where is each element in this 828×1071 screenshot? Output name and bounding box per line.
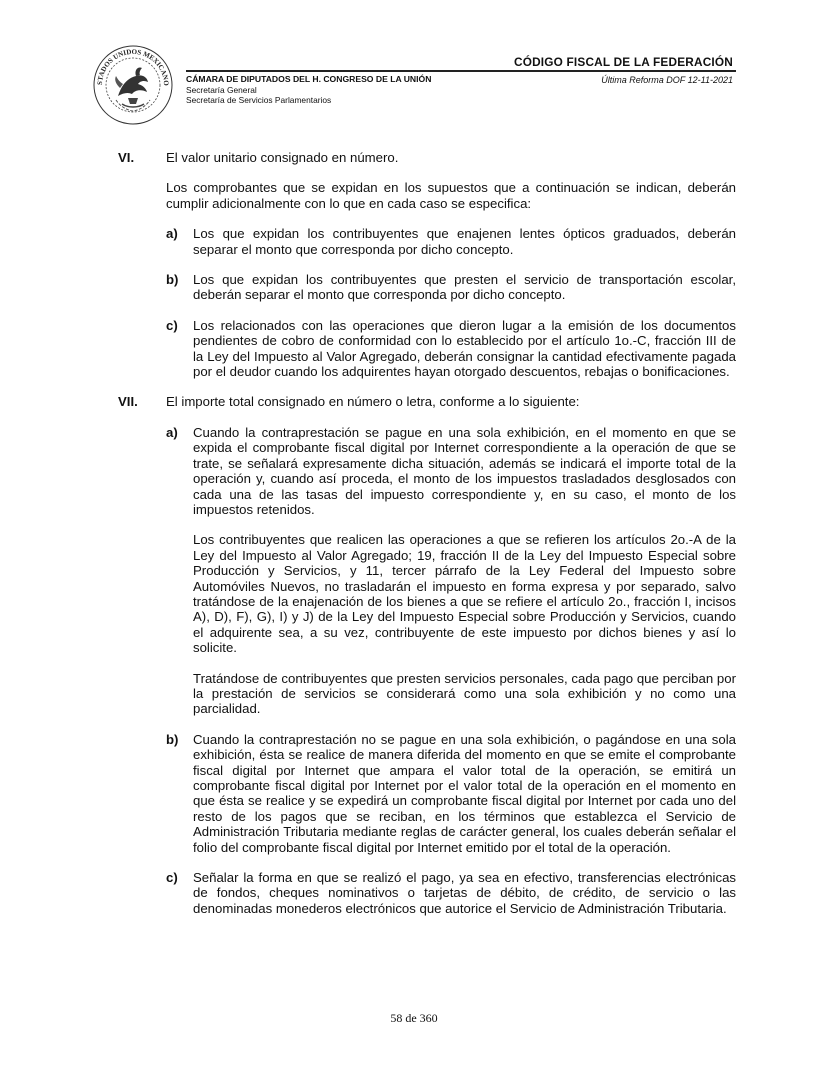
item-text: Los relacionados con las operaciones que dieron lugar a la emisión de los documentos pendientes de cobro de conformidad con lo establecido por el artículo 1o.-C, fracción III de la Ley del Impuesto al Valor Agregado, deberán consignar la cantidad efectivamente pagada por el deudor cuando los adquirentes hayan otorgado descuentos, rebajas o bonificaciones. xyxy=(193,317,736,380)
fraction-number: VII. xyxy=(118,394,138,410)
item-text: Los que expidan los contribuyentes que enajenen lentes ópticos graduados, deberán separar el monto que corresponda por dicho concepto. xyxy=(193,226,736,257)
item-text: Los contribuyentes que realicen las operaciones a que se refieren los artículos 2o.-A de la Ley del Impuesto al Valor Agregado; 19, fracción II de la Ley del Impuesto Especial sobre Producción y Servicios, y 11, tercer párrafo de la Ley Federal del Impuesto sobre Automóviles Nuevos, no trasladarán el impuesto en forma expresa y por separado, salvo tratándose de la enajenación de los bienes a que se refiere el artículo 2o., fracción I, incisos A), D), F), G), I) y J) de la Ley del Impuesto Especial sobre Producción y Servicios, cuando el adquirente sea, a su vez, contribuyente de este impuesto por dichos bienes y así lo solicite. xyxy=(193,532,736,656)
fraction-content xyxy=(166,150,736,394)
secretariat-parliamentary: Secretaría de Servicios Parlamentarios xyxy=(186,95,332,106)
list-item xyxy=(166,226,736,257)
header-institution xyxy=(186,74,431,106)
header-rule xyxy=(186,70,736,72)
fraction-text: El valor unitario consignado en número. xyxy=(166,150,399,165)
item-text: Los que expidan los contribuyentes que presten el servicio de transportación escolar, deberán separar el monto que corresponda por dicho concepto. xyxy=(193,272,736,303)
list-item xyxy=(166,425,736,717)
fraction-vi xyxy=(118,150,736,394)
fraction-text: El importe total consignado en número o letra, conforme a lo siguiente: xyxy=(166,394,580,410)
item-label: b) xyxy=(166,731,179,747)
secretariat-general: Secretaría General xyxy=(186,84,257,95)
item-label: b) xyxy=(166,272,179,288)
fraction-vii xyxy=(118,394,736,931)
item-text: Señalar la forma en que se realizó el pago, ya sea en efectivo, transferencias electrónicas de fondos, cheques nominativos o tarjetas de débito, de crédito, de servicio o las denominadas monederos electrónicos que autorice el Servicio de Administración Tributaria. xyxy=(193,870,736,916)
mexican-seal-logo xyxy=(92,44,174,126)
paragraph: Los comprobantes que se expidan en los supuestos que a continuación se indican, deberán cumplir adicionalmente con lo que en cada caso se especifica: xyxy=(166,180,736,211)
item-text: Tratándose de contribuyentes que presten servicios personales, cada pago que perciban por la prestación de servicios se considerará como una sola exhibición y no como una parcialidad. xyxy=(193,670,736,717)
last-reform-date: Última Reforma DOF 12-11-2021 xyxy=(601,75,733,85)
fraction-content xyxy=(166,394,736,931)
item-text: Cuando la contraprestación no se pague en una sola exhibición, o pagándose en una sola exhibición, ésta se realice de manera diferida del momento en que se emite el comprobante fiscal digital por Internet que ampara el valor total de la operación, se emitirá un comprobante fiscal digital por Internet por el valor total de la operación en el momento en que ésta se realice y se expedirá un comprobante fiscal digital por Internet por cada uno del resto de los pagos que se reciban, en los términos que establezca el Servicio de Administración Tributaria mediante reglas de carácter general, los cuales deberán señalar el folio del comprobante fiscal digital por Internet emitido por el total de la operación. xyxy=(193,731,736,855)
chamber-name: CÁMARA DE DIPUTADOS DEL H. CONGRESO DE LA UNIÓN xyxy=(186,74,432,84)
list-item xyxy=(166,732,736,855)
document-body xyxy=(118,150,736,931)
document-title: CÓDIGO FISCAL DE LA FEDERACIÓN xyxy=(513,55,733,69)
item-label: a) xyxy=(166,424,178,440)
item-label: c) xyxy=(166,317,178,333)
list-item xyxy=(166,272,736,303)
fraction-number: VI. xyxy=(118,150,135,165)
list-item xyxy=(166,318,736,380)
item-text: Cuando la contraprestación se pague en una sola exhibición, en el momento en que se expida el comprobante fiscal digital por Internet correspondiente a la operación de que se trate, se señalará expresamente dicha situación, además se indicará el importe total de la operación y, cuando así proceda, el monto de los impuestos trasladados desglosados con cada una de las tasas del impuesto correspondiente y, en su caso, el monto de los impuestos retenidos. xyxy=(193,424,736,517)
list-item xyxy=(166,870,736,916)
page-number: 58 de 360 xyxy=(390,1011,438,1025)
item-label: a) xyxy=(166,226,178,242)
item-label: c) xyxy=(166,870,178,886)
svg-text:ESTADOS UNIDOS MEXICANOS: STADOS UNIDOS MEXICANO xyxy=(95,47,171,86)
